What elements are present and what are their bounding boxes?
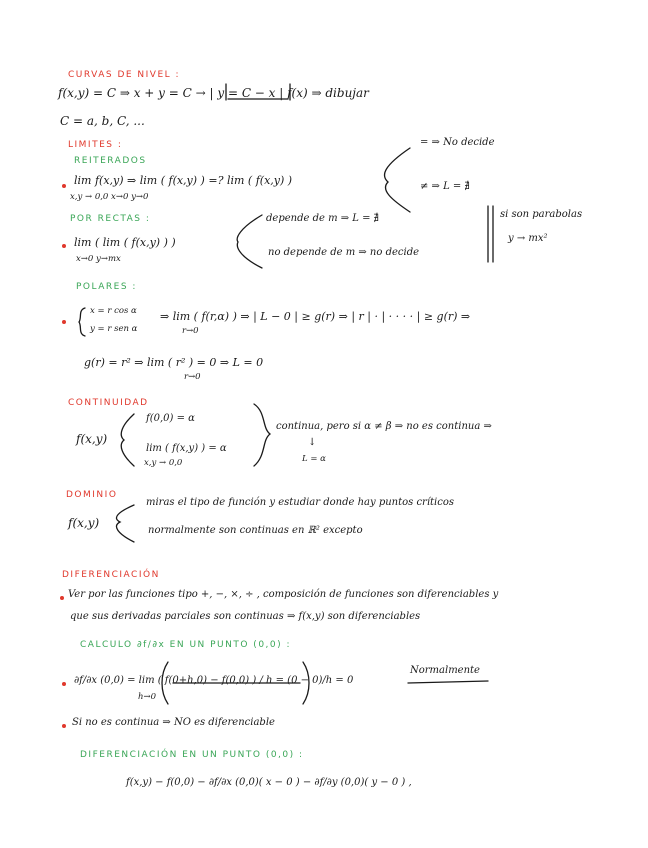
- polares-line1-sub: r→0: [182, 326, 199, 336]
- diferenciacion-heading: DIFERENCIACIÓN: [62, 570, 160, 580]
- bullet: [62, 320, 66, 324]
- polares-system-bottom: y = r sen α: [90, 324, 138, 334]
- limites-heading: LIMITES :: [68, 140, 123, 150]
- diferenciacion-line2: que sus derivadas parciales son continuas ⇒ f(x,y) son diferenciables: [70, 611, 421, 622]
- continuidad-arrow: ↓: [308, 437, 317, 448]
- polares-line2-sub: r→0: [184, 372, 201, 382]
- reiterados-branch-bottom: ≠ ⇒ L = ∄: [420, 181, 470, 192]
- continuidad-case-top: f(0,0) = α: [146, 413, 195, 424]
- no-continua-line: Si no es continua ⇒ NO es diferenciable: [72, 717, 275, 728]
- polares-line2: g(r) = r² ⇒ lim ( r² ) = 0 ⇒ L = 0: [84, 356, 264, 369]
- continuidad-heading: CONTINUIDAD: [68, 398, 149, 408]
- dominio-case-bottom: normalmente son continuas en ℝ² excepto: [148, 525, 363, 536]
- rectas-branch-bottom: no depende de m ⇒ no decide: [268, 247, 420, 258]
- rectas-note-bottom: y → mx²: [508, 233, 548, 244]
- polares-heading: POLARES :: [76, 282, 137, 292]
- bullet: [62, 244, 66, 248]
- reiterados-expression: lim f(x,y) ⇒ lim ( f(x,y) ) =? lim ( f(x,y) ): [74, 174, 293, 187]
- continuidad-case-bottom: lim ( f(x,y) ) = α: [146, 443, 227, 454]
- continuidad-case-bottom-sub: x,y → 0,0: [144, 458, 183, 468]
- rectas-subscripts: x→0 y→mx: [76, 254, 121, 264]
- continuidad-function: f(x,y): [76, 432, 108, 446]
- curvas-line1: f(x,y) = C ⇒ x + y = C → | y = C − x | f(x) ⇒ dibujar: [58, 86, 369, 100]
- rectas-note-top: si son parabolas: [500, 209, 583, 220]
- dominio-function: f(x,y): [68, 516, 100, 530]
- polares-line1: ⇒ lim ( f(r,α) ) ⇒ | L − 0 | ≥ g(r) ⇒ | r | · | · · · · | ≥ g(r) ⇒: [160, 310, 471, 323]
- calculo-formula-sub: h→0: [138, 692, 157, 702]
- curvas-line2: C = a, b, C, ...: [60, 114, 145, 128]
- punto-heading: DIFERENCIACIÓN EN UN PUNTO (0,0) :: [80, 750, 304, 760]
- rectas-expression: lim ( lim ( f(x,y) ) ): [74, 236, 176, 249]
- bullet: [62, 184, 66, 188]
- punto-last-line: f(x,y) − f(0,0) − ∂f/∂x (0,0)( x − 0 ) − ∂f/∂y (0,0)( y − 0 ) ,: [126, 777, 412, 788]
- calculo-formula: ∂f/∂x (0,0) = lim ( f(0+h,0) − f(0,0) ) / h = (0 − 0)/h = 0: [74, 675, 354, 686]
- dominio-heading: DOMINIO: [66, 490, 118, 500]
- calculo-heading: CALCULO ∂f/∂x EN UN PUNTO (0,0) :: [80, 640, 292, 650]
- calculo-note: Normalmente: [410, 665, 480, 676]
- reiterados-heading: REITERADOS: [74, 156, 147, 166]
- reiterados-subscripts: x,y → 0,0 x→0 y→0: [70, 192, 149, 202]
- polares-system-top: x = r cos α: [90, 306, 137, 316]
- bullet: [60, 596, 64, 600]
- rectas-heading: POR RECTAS :: [70, 214, 151, 224]
- continuidad-conclusion: continua, pero si α ≠ β ⇒ no es continua ⇒: [276, 421, 492, 432]
- dominio-case-top: miras el tipo de función y estudiar donde hay puntos críticos: [146, 497, 454, 508]
- curvas-heading: CURVAS DE NIVEL :: [68, 70, 181, 80]
- reiterados-branch-top: = ⇒ No decide: [420, 137, 495, 148]
- bullet: [62, 682, 66, 686]
- diferenciacion-line1: Ver por las funciones tipo +, −, ×, ÷ , composición de funciones son diferenciables y: [68, 589, 499, 600]
- rectas-branch-top: depende de m ⇒ L = ∄: [266, 213, 380, 224]
- bullet: [62, 724, 66, 728]
- continuidad-conclusion-sub: L = α: [302, 454, 326, 464]
